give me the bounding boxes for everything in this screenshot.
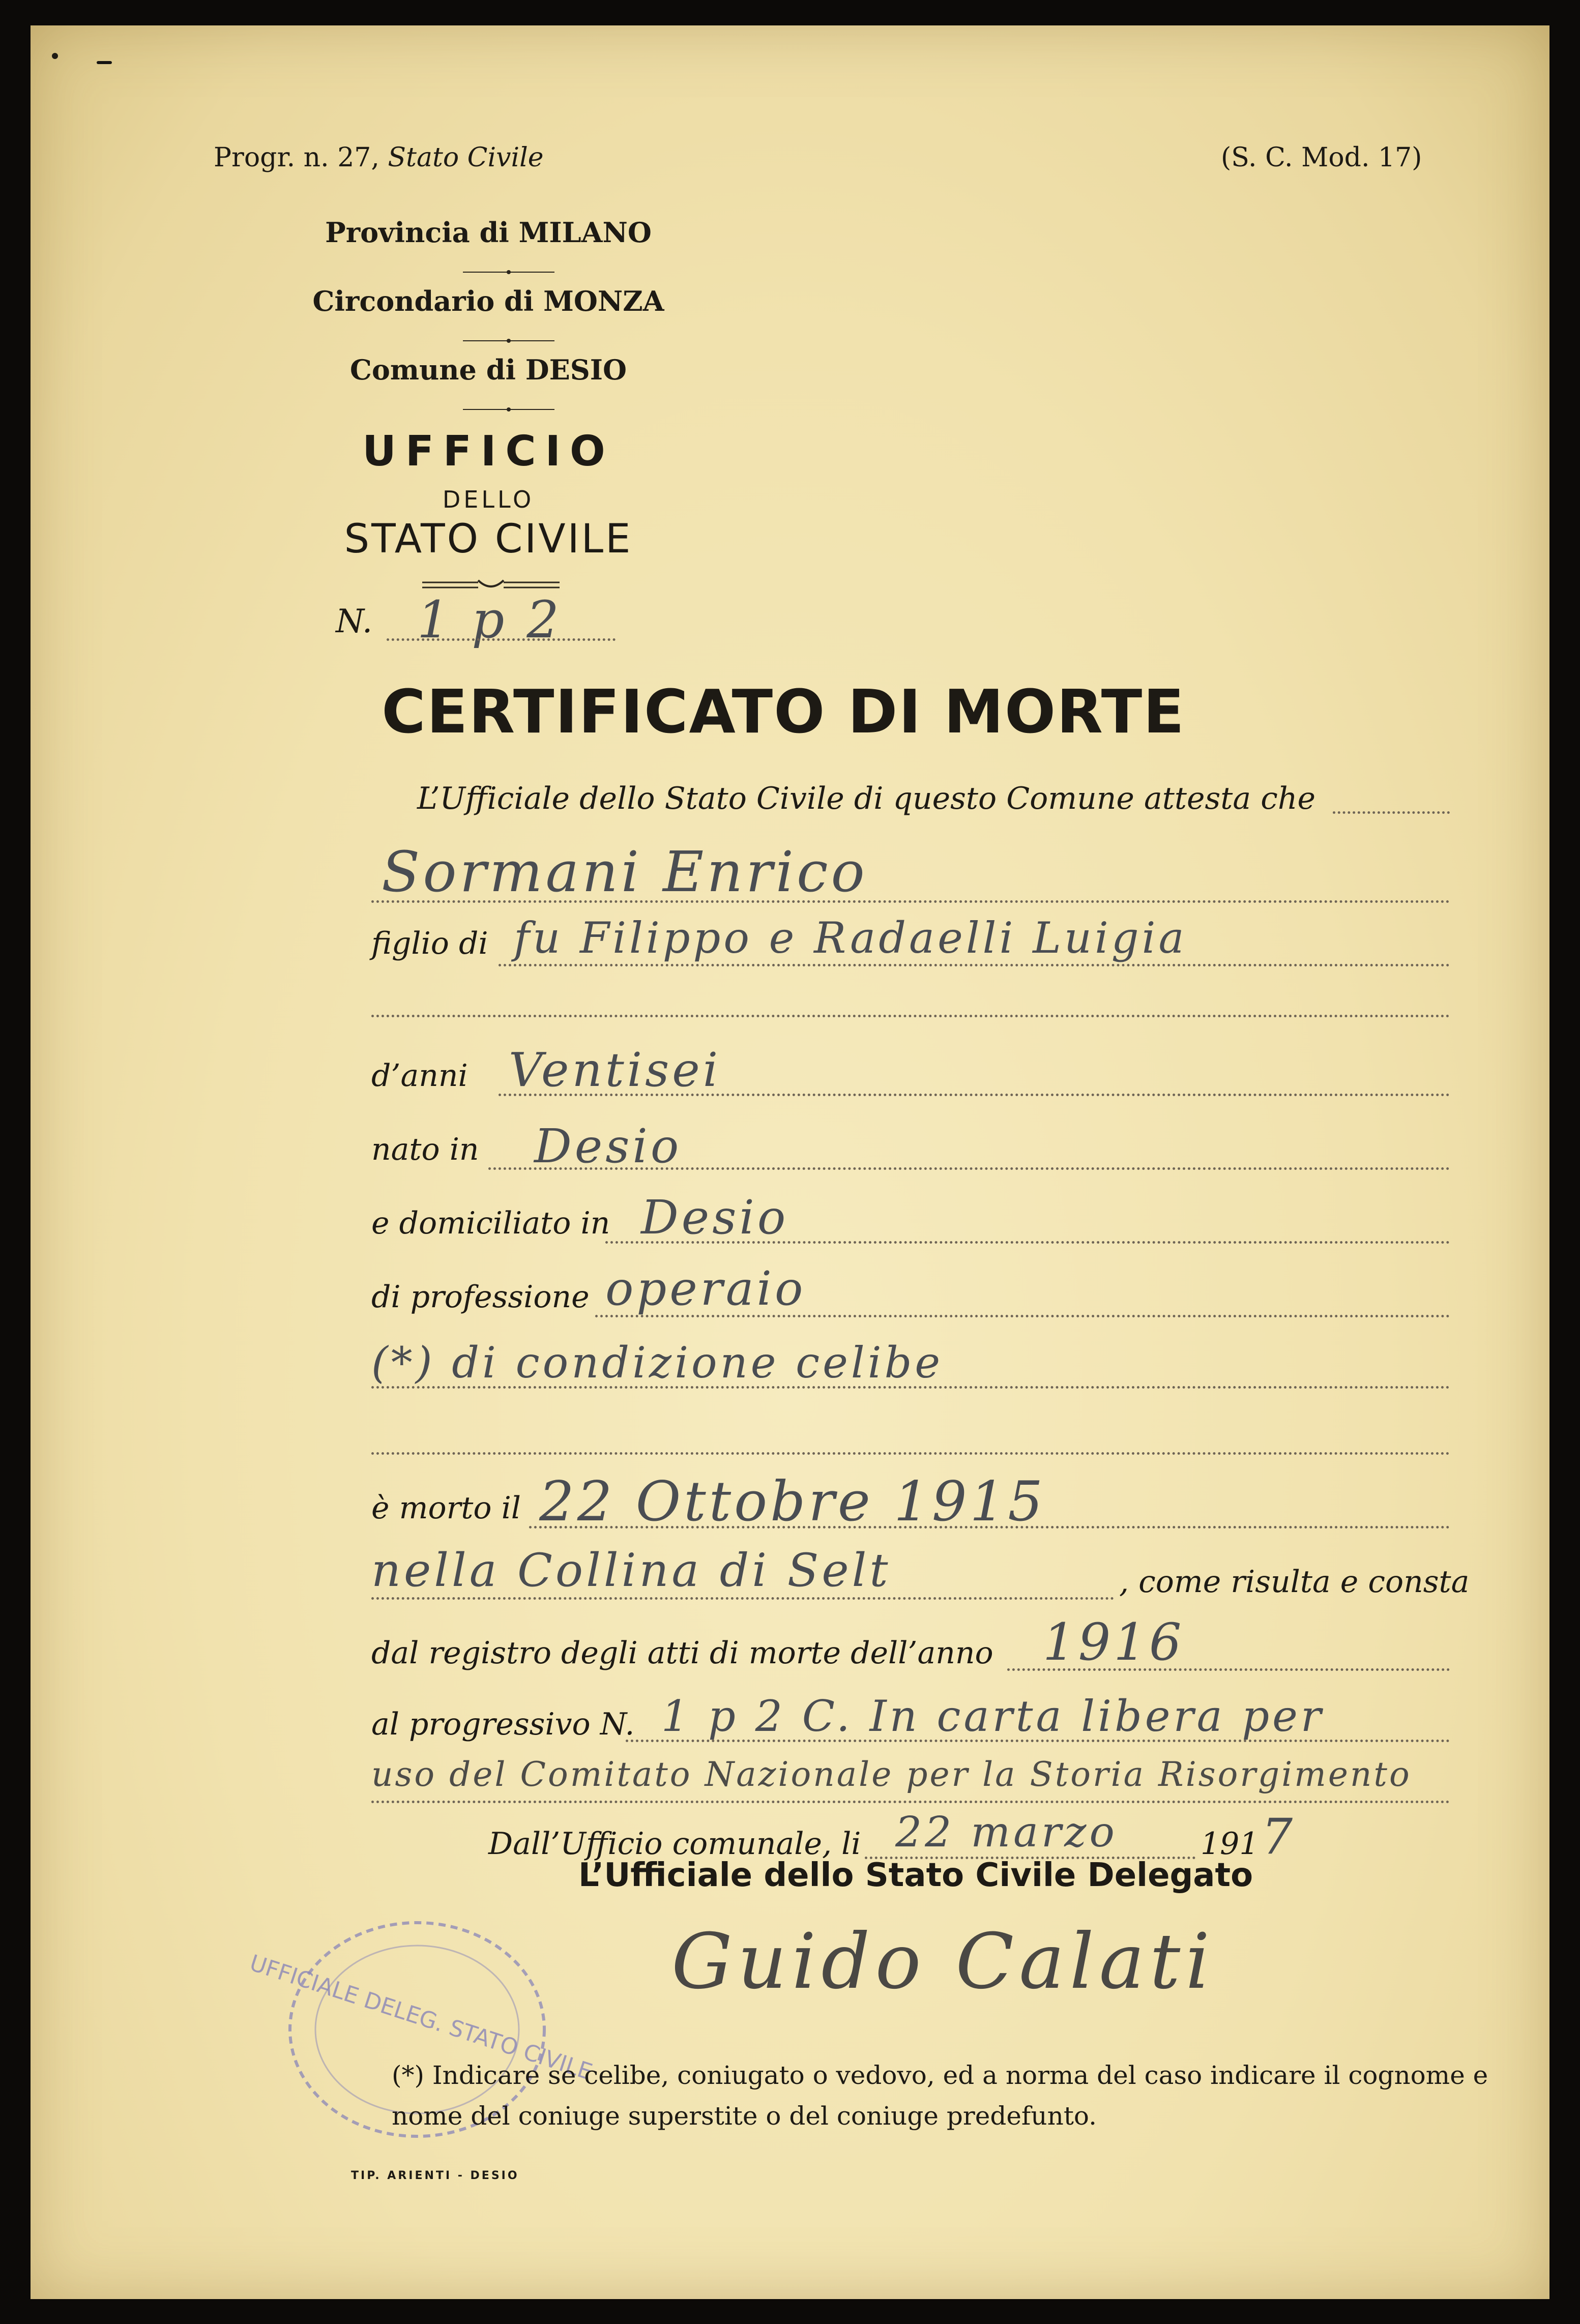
numero-label: N. [336,603,373,640]
dotted-line [371,1597,1114,1600]
model-code: (S. C. Mod. 17) [1221,142,1422,173]
progressivo-header [214,142,544,173]
dotted-line [371,1386,1450,1389]
parents-value: fu Filippo e Radaelli Luigia [514,913,1187,963]
professione-value: operaio [605,1261,806,1316]
registro-label: dal registro degli atti di morte dell’anno [371,1635,993,1671]
dotted-line [529,1526,1450,1528]
provincia-line: Provincia di MILANO [325,216,652,249]
progressivo-prefix: Progr. n. 27, [214,142,379,173]
svg-text:UFFICIALE DELEG. STATO CIVILE: UFFICIALE DELEG. STATO CIVILE [246,1950,596,2085]
nato-value: Desio [534,1119,682,1173]
eta-label: d’anni [371,1058,468,1094]
death-date: 22 Ottobre 1915 [539,1470,1046,1534]
ink-speck [52,53,58,59]
dotted-line [1007,1668,1450,1671]
dotted-line [595,1315,1450,1317]
progressivo-label: al progressivo N. [371,1707,635,1742]
morto-label: è morto il [371,1490,521,1526]
signature: Guido Calati [671,1918,1215,2006]
ufficio-heading: UFFICIO [362,427,615,476]
domicilio-label: e domiciliato in [371,1205,610,1241]
stato-civile-heading: STATO CIVILE [344,516,633,562]
dotted-line [605,1241,1450,1244]
progressivo-suffix: Stato Civile [388,142,544,173]
domicilio-value: Desio [641,1190,789,1245]
dotted-line [499,964,1450,966]
circondario-line: Circondario di MONZA [312,285,664,317]
dotted-line [371,1015,1450,1017]
nato-label: nato in [371,1132,479,1167]
dotted-line [387,638,616,641]
comune-line: Comune di DESIO [349,354,627,386]
certificate-title: CERTIFICATO DI MORTE [382,676,1185,747]
footnote: (*) Indicare se celibe, coniugato o vedovo, ed a norma del caso indicare il cognome e nome del coniuge superstite o del coniuge predefunto. [392,2061,1488,2131]
professione-label: di professione [371,1279,590,1315]
data-label: Dall’Ufficio comunale, li [488,1826,861,1862]
intro-text: L’Ufficiale dello Stato Civile di questo Comune attesta che [417,781,1315,816]
condizione-value: (*) di condizione celibe [371,1338,944,1388]
figlio-label: figlio di [371,926,488,961]
risulta-label: , come risulta e consta [1119,1564,1470,1600]
progressivo-value: 1 p 2 C. In carta libera per [661,1691,1325,1741]
separator-ornament [463,270,554,275]
issue-year-print: 191 [1201,1826,1259,1862]
issue-date: 22 marzo [895,1808,1118,1857]
dotted-line [626,1740,1450,1742]
eta-value: Ventisei [509,1043,721,1097]
dotted-line [371,900,1450,903]
certificate-sheet [31,25,1549,2299]
dotted-line [371,1452,1450,1455]
dotted-line [499,1094,1450,1096]
deceased-name: Sormani Enrico [382,839,868,904]
separator-ornament [463,338,554,343]
dotted-line [1333,811,1450,814]
ink-speck [97,61,112,64]
printer-imprint: TIP. ARIENTI - DESIO [351,2169,519,2182]
death-place: nella Collina di Selt [371,1544,891,1597]
dotted-line [488,1167,1450,1170]
dotted-line [371,1801,1450,1803]
separator-ornament [463,407,554,412]
issue-year-handwritten: 7 [1262,1808,1296,1865]
dello-heading: DELLO [442,486,535,513]
registro-year: 1916 [1043,1612,1185,1672]
progressivo-value-continuation: uso del Comitato Nazionale per la Storia Risorgimento [371,1755,1412,1794]
signatory-title: L’Ufficiale dello Stato Civile Delegato [578,1857,1253,1894]
numero-value: 1 p 2 [417,590,562,650]
